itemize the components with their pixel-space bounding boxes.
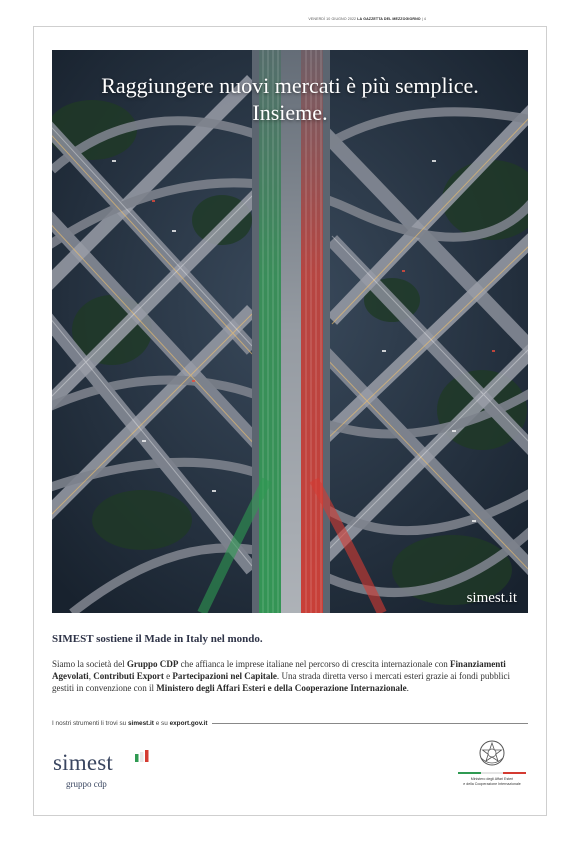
tools-mid: e su xyxy=(153,719,170,727)
body-bold-contributi: Contributi Export xyxy=(93,671,164,682)
newspaper-header xyxy=(308,17,426,21)
tools-link-export[interactable]: export.gov.it xyxy=(169,719,208,727)
simest-logo-subtitle: gruppo cdp xyxy=(66,779,107,789)
header-date: VENERDÌ 10 GIUGNO 2022 xyxy=(308,17,357,21)
body-bold-partecipazioni: Partecipazioni nel Capitale xyxy=(172,671,277,682)
ad-headline xyxy=(52,72,528,126)
website-label: simest.it xyxy=(466,590,517,606)
body-text-5: . Una strada diretta verso i mercati esteri grazie ai fondi pubblici gestiti in convenzione con il xyxy=(52,671,511,694)
tools-text xyxy=(52,720,207,727)
header-paper-name: LA GAZZETTA DEL MEZZOGIORNO xyxy=(357,17,421,21)
ad-body-text xyxy=(52,658,534,695)
headline-line-1: Raggiungere nuovi mercati è più semplice. xyxy=(101,73,479,98)
ad-intro-title: SIMEST sostiene il Made in Italy nel mondo. xyxy=(52,633,263,645)
italian-flag-icon xyxy=(135,750,149,762)
headline-line-2: Insieme. xyxy=(252,100,328,125)
italian-republic-emblem-icon xyxy=(477,738,507,768)
ministry-name-line-2: e della Cooperazione Internazionale xyxy=(463,782,521,786)
body-bold-finanziamenti: Finanziamenti Agevolati xyxy=(52,659,506,682)
body-text-1: Siamo la società del xyxy=(52,659,127,669)
body-bold-gruppo-cdp: Gruppo CDP xyxy=(126,659,179,669)
ministry-logo xyxy=(447,738,537,798)
simest-logo xyxy=(53,748,163,798)
header-page-number: | 4 xyxy=(421,17,426,21)
ministry-name-line-1: Ministero degli Affari Esteri xyxy=(470,777,514,781)
ad-photo-highways xyxy=(52,50,528,613)
body-text-4: e xyxy=(163,671,173,682)
body-text-3: , xyxy=(88,671,94,682)
ministry-flag-bar xyxy=(458,772,526,774)
simest-logo-word: simest xyxy=(53,750,113,775)
ministry-name xyxy=(447,777,537,787)
tools-line xyxy=(52,717,528,729)
tools-divider xyxy=(212,723,528,724)
tools-prefix: I nostri strumenti li trovi su xyxy=(52,719,128,727)
tools-link-simest[interactable]: simest.it xyxy=(128,719,154,727)
body-text-2: che affianca le imprese italiane nel percorso di crescita internazionale con xyxy=(178,659,451,669)
highway-illustration xyxy=(52,50,528,613)
body-text-6: . xyxy=(406,683,409,694)
body-bold-ministero: Ministero degli Affari Esteri e della Cooperazione Internazionale xyxy=(156,683,407,694)
